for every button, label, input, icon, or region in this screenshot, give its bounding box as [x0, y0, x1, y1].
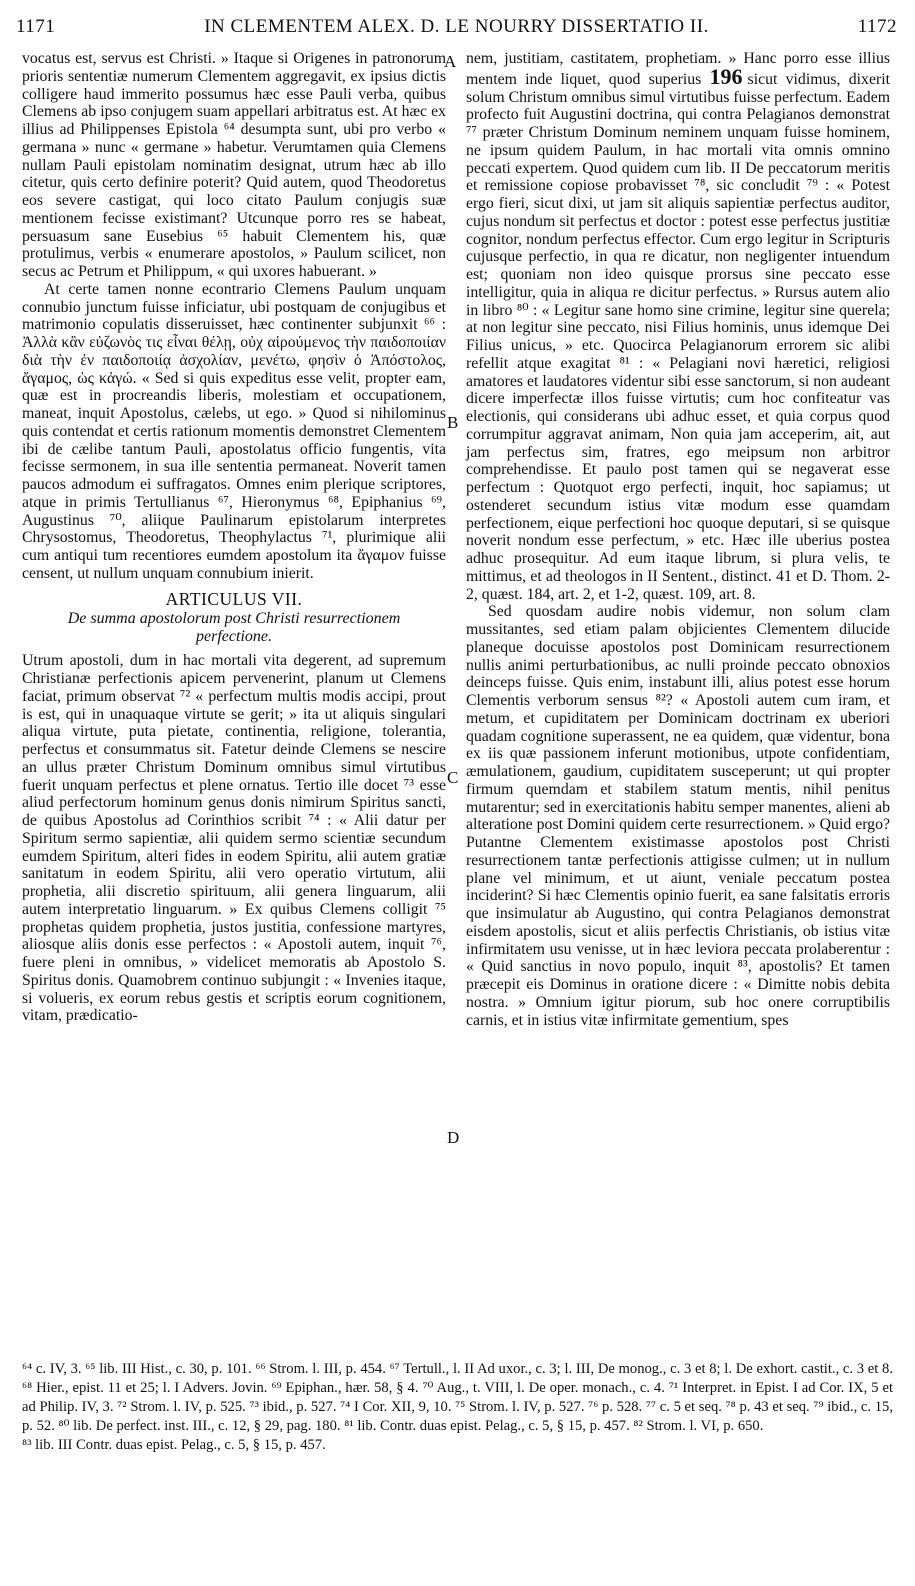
right-paragraph-1-start: nem, justitiam, castitatem, prophetiam. » Hanc porro esse illius mentem inde liquet, quod superius: [466, 50, 890, 88]
footnotes: [22, 1360, 893, 1455]
left-paragraph-3: Utrum apostoli, dum in hac mortali vita degerent, ad supremum Christianæ perfectionis apicem pervenerint, planum ut Clemens faciat, primum observat ⁷² « perfectum multis modis accipi, prout is est, qui in unaquaque virtute se gerit; » ita ut aliquis singulari aliqua virtute, puta pietate, continentia, religione, tolerantia, perfectus et consummatus sit. Fatetur deinde Clemens se nescire an ullus præter Christum Dominum omnibus simul virtutibus fuerit unquam perfectus et plene ornatus. Tertio ille docet ⁷³ esse aliud perfectorum hominum genus donis nimirum Spiritus sancti, de quibus Apostolus ad Corinthios scribit ⁷⁴ : « Alii datur per Spiritum sermo sapientiæ, alii quidem sermo scientiæ secundum eumdem Spiritum, alteri fides in eodem Spiritu, alii autem gratiæ sanitatum in eodem Spiritu, alii vero operatio virtutum, alii prophetia, alii discretio spirituum, alii genera linguarum, alii autem interpretatio linguarum. » Ex quibus Clemens colligit ⁷⁵ prophetas quidem prophetia, justos justitia, confessione martyres, aliosque aliis donis esse perfectos : « Apostoli autem, inquit ⁷⁶, fuere pleni in omnibus, » videlicet memoratis ab Apostolo S. Spiritus donis. Quamobrem continuo subjungit : « Invenies itaque, si volueris, ex eorum rebus gestis et scriptis eorum cognitionem, vitam, prædicatio-: [22, 652, 446, 1025]
footnote-block-2: ⁸³ lib. III Contr. duas epist. Pelag., c. 5, § 15, p. 457.: [22, 1437, 326, 1453]
left-paragraph-1: vocatus est, servus est Christi. » Itaque si Origenes in patronorum prioris sententiæ numerum Clementem aggregavit, ex ipsius dictis colligere haud immerito possumus hæc esse Pauli verba, quibus Clemens ab ipso conjugem suam appellari arbitratus est. At hæc ex illius ad Philippenses Epistola ⁶⁴ desumpta sunt, ubi pro verbo « germana » nunc « germane » habetur. Verumtamen quia Clemens nullam Pauli epistolam nominatim designat, utrum hæc ab illo citetur, quis certo definire poterit? Quid autem, quod Theodoretus eos severe castigat, qui loco citato Paulum conjugis suæ mentionem fecisse existimant? Utcunque porro res se habeat, persuasum sane Eusebius ⁶⁵ habuit Clementem his, quæ protulimus, verbis « enumerare apostolos, » Paulum scilicet, non secus ac Petrum et Philippum, « qui uxores habuerant. »: [22, 50, 446, 280]
left-paragraph-2: At certe tamen nonne econtrario Clemens Paulum unquam connubio junctum fuisse inficiatur, ubi postquam de conjugibus et matrimonio copulatis disseruisset, hæc continenter subjunxit ⁶⁶ : Ἀλλὰ κἂν εὐζωνὸς τις εἶναι θέλῃ, οὐχ αἱρούμενος τὴν παιδοποιίαν διὰ τὴν ἐν παιδοποιίᾳ ἀσχολίαν, μενέτω, φησὶν ὁ Ἀπόστολος, ἄγαμος, ὡς κἀγώ. « Sed si quis expeditus esse velit, propter eam, quæ est in procreandis liberis, molestiam et occupationem, maneat, inquit Apostolus, cælebs, ut ego. » Quod si nihilominus quis contendat et certis rationum momentis demonstret Clementem ibi de cælibe tantum Pauli, apostolatus officio fungentis, vita fecisse sermonem, in sua ille sententia permaneat. Noverit tamen paucos admodum ei suffragatos. Omnes enim plerique scriptores, atque in primis Tertullianus ⁶⁷, Hieronymus ⁶⁸, Epiphanius ⁶⁹, Augustinus ⁷⁰, aliique Paulinarum epistolarum interpretes Chrysostomus, Theodoretus, Theophylactus ⁷¹, plurimique alii cum antiqui tum recentiores eumdem apostolum ita ἄγαμον fuisse censent, ut nullum unquam connubium inierit.: [22, 280, 446, 582]
left-page-number: 1171: [16, 16, 56, 37]
right-column: [466, 50, 890, 1029]
right-paragraph-1: [466, 50, 890, 603]
right-paragraph-1-rest: sicut vidimus, dixerit solum Christum omnibus simul virtutibus fuisse perfectum. Eadem profecto fuit Augustini doctrina, qui contra Pelagianos demonstrat ⁷⁷ præter Christum Dominum neminem unquam fuisse hominem, ne ipsum quidem Paulum, in hac mortali vita omnis omnino peccati expertem. Quod quidem cum lib. II De peccatorum meritis et remissione copiose probavisset ⁷⁸, sic concludit ⁷⁹ : « Potest ergo fieri, sicut dixi, ut jam sit aliquis sapientiæ perfectus auditor, cujus nondum sit perfectus et doctor : potest esse perfectus justitiæ cognitor, nondum perfectus effector. Cum ergo legitur in Scripturis cujusque perfectio, in qua re dicatur, non negligenter intuendum est; quoniam non ideo quisque prorsus sine peccato esse intelligitur, quia in aliqua re dicitur perfectus. » Rursus autem alio in libro ⁸⁰ : « Legitur sane homo sine crimine, legitur sine querela; at non legitur sine peccato, nisi Filius hominis, unus idemque Dei Filius unicus, » etc. Quocirca Pelagianorum errorem sic alibi refellit atque exagitat ⁸¹ : « Pelagiani novi hæretici, religiosi amatores et laudatores videntur sibi esse sanctorum, si non audeant dicere imperfectæ illos fuisse virtutis; cum hoc confiteatur vas electionis, qui considerans ubi adhuc esset, et quia corpus quod corrumpitur aggravat animam, Non quia jam acceperim, ait, aut jam perfectus sim, fratres, ego meipsum non arbitror comprehendisse. Et paulo post tamen qui se negaverat esse perfectum : Quotquot ergo perfecti, inquit, hoc sapiamus; ut ostenderet secundum istius vitæ modum esse quamdam perfectionem, eique perfectioni hoc quoque deputari, si se quisque noverit nondum esse perfectum, » etc. Hæc ille uberius postea adhuc prosequitur. Ad eum itaque librum, si plura velis, te mittimus, et ad theologos in II Sentent., distinct. 41 et D. Thom. 2-2, quæst. 184, art. 2, et 1-2, quæst. 109, art. 8.: [466, 70, 890, 603]
column-number: 196: [709, 63, 743, 89]
article-heading: ARTICULUS VII.: [165, 588, 303, 609]
margin-marker-c: C: [447, 768, 459, 787]
margin-marker-b: B: [447, 413, 459, 432]
right-paragraph-2: Sed quosdam audire nobis videmur, non solum clam mussitantes, sed etiam palam objicientes Clementem dilucide planeque docuisse apostolos post Dominicam resurrectionem nullis animi perturbationibus, ac nulli proinde peccato obnoxios deinceps fuisse. Quis enim, instabunt illi, alius potest esse horum Clementis verborum sensus ⁸²? « Apostoli autem cum iram, et metum, et cupiditatem per Dominicam doctrinam ex uberiori quadam cognitione superassent, ne ea quidem, quæ videntur, bona ex iis quæ passionem inferunt motionibus, utpote confidentiam, æmulationem, gaudium, cupiditatem susceperunt; ut qui propter firmum quemdam et stabilem statum mentis, nihil penitus mutarentur; sed in exercitationis habitu semper manentes, alieni ab alteratione post Domini quidem certe resurrectionem. » Quid ergo? Putantne Clementem existimasse apostolos post Christi resurrectionem tantæ perfectionis attigisse culmen; ut in nullum plane vel minimum, et ut aiunt, veniale peccatum postea inciderint? Si hæc Clementis opinio fuerit, ea sane falsitatis erroris que insimulatur ab Augustino, qui contra Pelagianos demonstrat eisdem apostolis, sicut et aliis perfectis Christianis, ob istius vitæ infirmitatem usu venisse, ut in hæc leviora peccata prolaberentur : « Quid sanctius in novo populo, inquit ⁸³, apostolis? Et tamen præcepit eis Dominus in oratione dicere : « Dimitte nobis debita nostra. » Omnium igitur piorum, sub hoc onere corruptibilis carnis, et in istius vitæ infirmitate gementium, spes: [466, 603, 890, 1029]
running-title: IN CLEMENTEM ALEX. D. LE NOURRY DISSERTATIO II.: [204, 16, 709, 37]
article-subtitle: De summa apostolorum post Christi resurrectionem perfectione.: [67, 610, 401, 646]
margin-marker-a: A: [444, 52, 457, 71]
footnote-block-1: ⁶⁴ c. IV, 3. ⁶⁵ lib. III Hist., c. 30, p. 101. ⁶⁶ Strom. l. III, p. 454. ⁶⁷ Tertull., l. II Ad uxor., c. 3; l. III, De monog., c. 3 et 8; l. De exhort. castit., c. 3 et 8. ⁶⁸ Hier., epist. 11 et 25; l. I Advers. Jovin. ⁶⁹ Epiphan., hær. 58, § 4. ⁷⁰ Aug., t. VIII, l. De oper. monach., c. 4. ⁷¹ Interpret. in Epist. I ad Cor. IX, 5 et ad Philip. IV, 3. ⁷² Strom. l. IV, p. 525. ⁷³ ibid., p. 527. ⁷⁴ I Cor. XII, 9, 10. ⁷⁵ Strom. l. IV, p. 527. ⁷⁶ p. 528. ⁷⁷ c. 5 et seq. ⁷⁸ p. 43 et seq. ⁷⁹ ibid., c. 15, p. 52. ⁸⁰ lib. De perfect. inst. III., c. 12, § 29, pag. 180. ⁸¹ lib. Contr. duas epist. Pelag., c. 5, § 15, p. 457. ⁸² Strom. l. VI, p. 650.: [22, 1361, 893, 1434]
left-column: [22, 50, 446, 1025]
right-page-number: 1172: [857, 16, 897, 37]
margin-marker-d: D: [447, 1128, 460, 1147]
running-header: [16, 14, 897, 42]
